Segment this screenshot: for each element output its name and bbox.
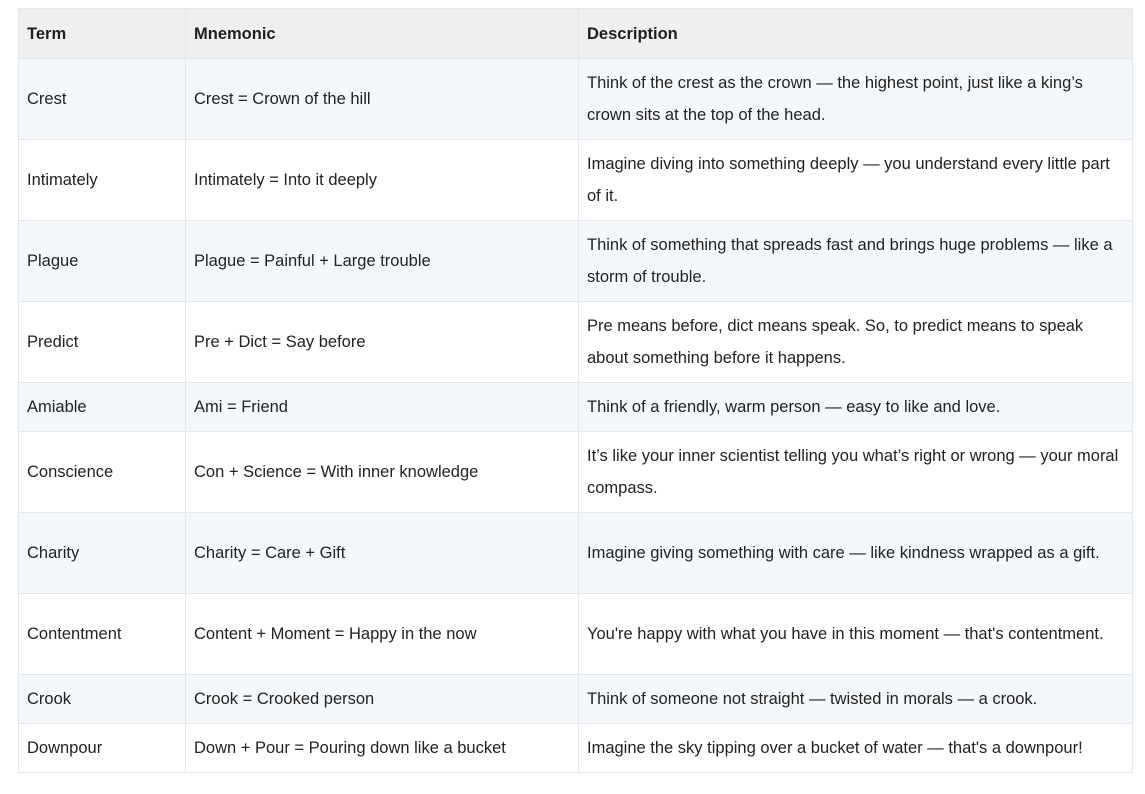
cell-mnemonic: Ami = Friend <box>186 383 579 432</box>
table-row <box>19 221 1133 302</box>
cell-description: Think of the crest as the crown — the highest point, just like a king’s crown sits at the top of the head. <box>579 59 1133 140</box>
cell-mnemonic: Con + Science = With inner knowledge <box>186 432 579 513</box>
table-body <box>19 59 1133 773</box>
header-description: Description <box>579 9 1133 59</box>
cell-description: Think of someone not straight — twisted in morals — a crook. <box>579 675 1133 724</box>
table-row <box>19 140 1133 221</box>
header-mnemonic: Mnemonic <box>186 9 579 59</box>
table-row <box>19 432 1133 513</box>
cell-mnemonic: Content + Moment = Happy in the now <box>186 594 579 675</box>
table-row <box>19 302 1133 383</box>
cell-mnemonic: Crest = Crown of the hill <box>186 59 579 140</box>
cell-mnemonic: Down + Pour = Pouring down like a bucket <box>186 724 579 773</box>
table-row <box>19 724 1133 773</box>
cell-term: Charity <box>19 513 186 594</box>
table-row <box>19 513 1133 594</box>
cell-description: You're happy with what you have in this moment — that's contentment. <box>579 594 1133 675</box>
cell-mnemonic: Intimately = Into it deeply <box>186 140 579 221</box>
cell-description: Imagine giving something with care — like kindness wrapped as a gift. <box>579 513 1133 594</box>
table-row <box>19 59 1133 140</box>
cell-term: Downpour <box>19 724 186 773</box>
cell-term: Crook <box>19 675 186 724</box>
mnemonic-table-container <box>18 8 1132 773</box>
cell-mnemonic: Charity = Care + Gift <box>186 513 579 594</box>
cell-term: Plague <box>19 221 186 302</box>
table-row <box>19 383 1133 432</box>
table-row <box>19 675 1133 724</box>
cell-term: Contentment <box>19 594 186 675</box>
cell-term: Intimately <box>19 140 186 221</box>
cell-term: Conscience <box>19 432 186 513</box>
cell-term: Amiable <box>19 383 186 432</box>
cell-mnemonic: Crook = Crooked person <box>186 675 579 724</box>
cell-description: Think of a friendly, warm person — easy to like and love. <box>579 383 1133 432</box>
cell-mnemonic: Pre + Dict = Say before <box>186 302 579 383</box>
header-row <box>19 9 1133 59</box>
mnemonic-table <box>18 8 1133 773</box>
table-row <box>19 594 1133 675</box>
cell-term: Crest <box>19 59 186 140</box>
cell-description: Imagine the sky tipping over a bucket of water — that's a downpour! <box>579 724 1133 773</box>
cell-description: It’s like your inner scientist telling you what’s right or wrong — your moral compass. <box>579 432 1133 513</box>
cell-description: Imagine diving into something deeply — you understand every little part of it. <box>579 140 1133 221</box>
cell-description: Pre means before, dict means speak. So, to predict means to speak about something before it happens. <box>579 302 1133 383</box>
header-term: Term <box>19 9 186 59</box>
cell-term: Predict <box>19 302 186 383</box>
cell-description: Think of something that spreads fast and brings huge problems — like a storm of trouble. <box>579 221 1133 302</box>
cell-mnemonic: Plague = Painful + Large trouble <box>186 221 579 302</box>
table-header <box>19 9 1133 59</box>
